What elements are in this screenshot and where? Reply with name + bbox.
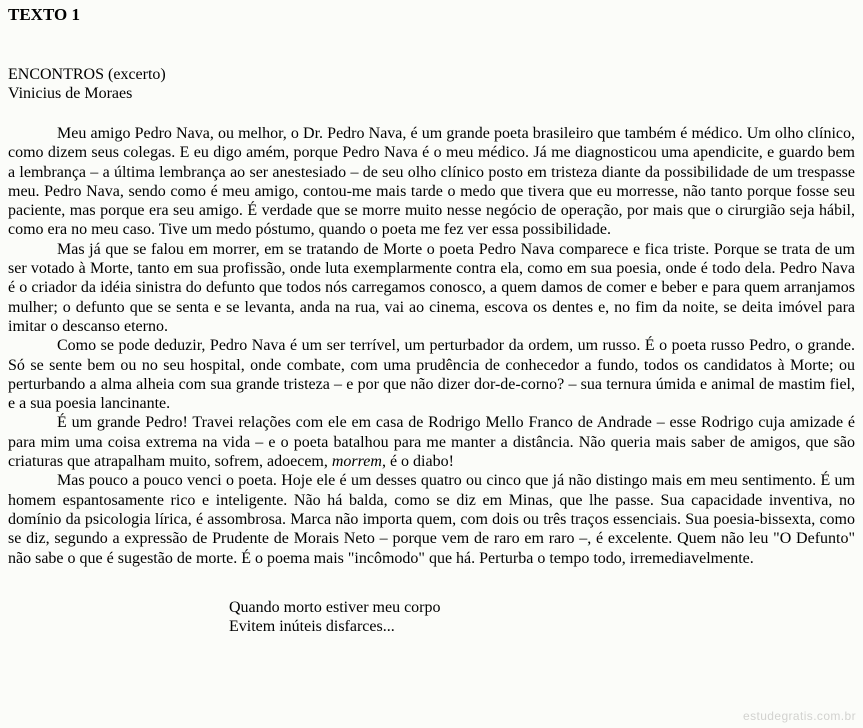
paragraph: Mas pouco a pouco venci o poeta. Hoje ele é um desses quatro ou cinco que já não distingo mais em meu sentimento. É um homem espantosamente rico e inteligente. Não há balda, como se diz em Minas, que lhe passe. Sua capacidade inventiva, no domínio da psicologia lírica, é assombrosa. Marca não importa quem, com dois ou três traços essenciais. Sua poesia-bissexta, como se diz, segundo a expressão de Prudente de Morais Neto – porque vem de raro em raro –, é excelente. Quem não leu "O Defunto" não sabe o que é sugestão de morte. É o poema mais "incômodo" que há. Perturba o tempo todo, irremediavelmente. bbox=[8, 472, 855, 567]
poem-quote bbox=[229, 598, 855, 637]
article-author: Vinicius de Moraes bbox=[8, 85, 133, 102]
page-title: TEXTO 1 bbox=[8, 5, 80, 24]
paragraph-segment: É um grande Pedro! Travei relações com ele em casa de Rodrigo Mello Franco de Andrade – esse Rodrigo cuja amizade é para mim uma coisa extrema na vida – e o poeta batalhou para me manter a distância. Não queria mais saber de amigos, que são criaturas que atrapalham muito, sofrem, adoecem, bbox=[8, 414, 855, 471]
site-watermark: estudegratis.com.br bbox=[743, 709, 856, 723]
paragraph-segment: , é o diabo! bbox=[381, 453, 454, 471]
paragraph bbox=[8, 413, 855, 471]
article-body bbox=[8, 124, 855, 568]
paragraph: Meu amigo Pedro Nava, ou melhor, o Dr. Pedro Nava, é um grande poeta brasileiro que também é médico. Um olho clínico, como dizem seus colegas. E eu digo amém, porque Pedro Nava é o meu médico. Já me diagnosticou uma apendicite, e guardo bem a lembrança – a última lembrança ao ser anestesiado – de seu olho clínico posto em tristeza diante da possibilidade de um trespasse meu. Pedro Nava, sendo como é meu amigo, contou-me mais tarde o medo que tivera que eu morresse, não tanto porque fosse seu paciente, mas porque era seu amigo. É verdade que se morre muito nesse negócio de operação, por mais que o cirurgião seja hábil, como era no meu caso. Tive um medo póstumo, quando o poeta me fez ver essa possibilidade. bbox=[8, 125, 855, 239]
paragraph-segment-italic: morrem bbox=[331, 453, 382, 471]
article-header bbox=[8, 65, 855, 103]
poem-line: Evitem inúteis disfarces... bbox=[229, 618, 395, 636]
paragraph: Mas já que se falou em morrer, em se tratando de Morte o poeta Pedro Nava comparece e fica triste. Porque se trata de um ser votado à Morte, tanto em sua profissão, onde luta exemplarmente contra ela, como em sua poesia, onde é todo dela. Pedro Nava é o criador da idéia sinistra do defunto que todos nós carregamos conosco, a quem damos de comer e beber e para quem arranjamos mulher; o defunto que se senta e se levanta, anda na rua, vai ao cinema, escova os dentes e, no fim da noite, se deita imóvel para imitar o descanso eterno. bbox=[8, 240, 855, 335]
article-heading: ENCONTROS (excerto) bbox=[8, 66, 166, 83]
paragraph: Como se pode deduzir, Pedro Nava é um ser terrível, um perturbador da ordem, um russo. É o poeta russo Pedro, o grande. Só se sente bem ou no seu hospital, onde combate, com uma prudência de conhecedor a fundo, todos os candidatos à Morte; ou perturbando a alma alheia com sua grande tristeza – e por que não dizer dor-de-corno? – sua ternura úmida e animal de mastim fiel, e a sua poesia lancinante. bbox=[8, 337, 855, 413]
poem-line: Quando morto estiver meu corpo bbox=[229, 598, 441, 616]
